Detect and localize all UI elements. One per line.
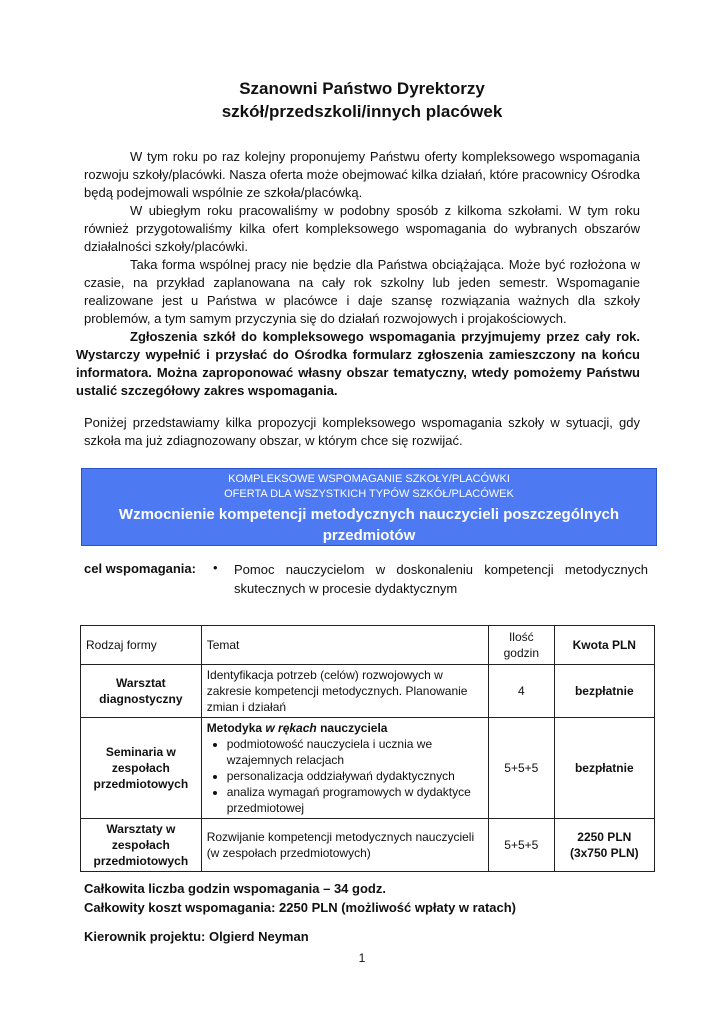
row1-form: Warsztat diagnostyczny [81, 665, 202, 718]
header-price: Kwota PLN [554, 626, 654, 665]
list-item: • analiza wymagań programowych w dydaktyce przedmiotowej [227, 784, 483, 816]
row2-form: Seminaria w zespołach przedmiotowych [81, 718, 202, 819]
page-title-line1: Szanowni Państwo Dyrektorzy [239, 79, 485, 98]
header-topic: Temat [201, 626, 488, 665]
intro-paragraph-5: Poniżej przedstawiamy kilka propozycji kompleksowego wspomagania szkoły w sytuacji, gdy szkoła ma już zdiagnozowany obszar, w którym chce się rozwijać. [84, 415, 640, 448]
row3-price: 2250 PLN (3x750 PLN) [554, 819, 654, 872]
intro-paragraph-3: Taka forma wspólnej pracy nie będzie dla Państwa obciążająca. Może być rozłożona w czasie, na przykład zaplanowana na cały rok szkolny lub jeden semestr. Wspomaganie realizowane jest u Państwa w placówce i daje szansę rozwiązania ważnych dla szkoły problemów, a tym samym przyczynia się do działań rozwojowych i projakościowych. [84, 257, 640, 326]
row2-hours: 5+5+5 [489, 718, 555, 819]
table-header-row [81, 626, 655, 665]
goal-text: Pomoc nauczycielom w doskonaleniu kompetencji metodycznych skutecznych w procesie dydaktycznym [234, 562, 648, 596]
header-form: Rodzaj formy [81, 626, 202, 665]
row1-price: bezpłatnie [554, 665, 654, 718]
intro-paragraph-4: Zgłoszenia szkół do kompleksowego wspomagania przyjmujemy przez cały rok. Wystarczy wypełnić i przysłać do Ośrodka formularz zgłoszenia zamieszczony na końcu informatora. Można zaproponować własny obszar tematyczny, wtedy pomożemy Państwu ustalić szczegółowy zakres wspomagania. [76, 329, 640, 398]
offer-banner [81, 468, 657, 546]
banner-line2: OFERTA DLA WSZYSTKICH TYPÓW SZKÓŁ/PLACÓWEK [224, 488, 514, 500]
list-item: • personalizacja oddziaływań dydaktycznych [227, 768, 483, 784]
page-title-line2: szkół/przedszkoli/innych placówek [221, 102, 503, 121]
forms-table [80, 625, 655, 872]
goal-label: cel wspomagania: [84, 561, 196, 576]
row2-topic-list [207, 736, 483, 816]
row3-hours: 5+5+5 [489, 819, 555, 872]
intro-paragraph-1: W tym roku po raz kolejny proponujemy Państwu oferty kompleksowego wspomagania rozwoju szkoły/placówki. Nasza oferta może obejmować kilka działań, które pracownicy Ośrodka będą podejmowali wspólnie ze szkoła/placówką. [84, 149, 640, 200]
project-manager: Kierownik projektu: Olgierd Neyman [84, 929, 309, 944]
row2-topic [201, 718, 488, 819]
page-number: 1 [358, 951, 366, 965]
row1-topic: Identyfikacja potrzeb (celów) rozwojowych w zakresie kompetencji metodycznych. Planowanie zmian i działań [201, 665, 488, 718]
intro-paragraph-2: W ubiegłym roku pracowaliśmy w podobny sposób z kilkoma szkołami. W tym roku również przygotowaliśmy kilka ofert kompleksowego wspomagania do wybranych obszarów działalności szkoły/placówki. [84, 203, 640, 254]
goal-bullet: • [213, 560, 218, 575]
row2-price: bezpłatnie [554, 718, 654, 819]
table-row [81, 665, 655, 718]
row3-topic: Rozwijanie kompetencji metodycznych nauczycieli (w zespołach przedmiotowych) [201, 819, 488, 872]
row2-topic-title: Metodyka w rękach nauczyciela [206, 721, 388, 735]
header-hours: Ilość godzin [489, 626, 555, 665]
summary-cost: Całkowity koszt wspomagania: 2250 PLN (możliwość wpłaty w ratach) [84, 900, 517, 915]
banner-heading: Wzmocnienie kompetencji metodycznych nauczycieli poszczególnych przedmiotów [118, 506, 620, 544]
table-row [81, 819, 655, 872]
row1-hours: 4 [489, 665, 555, 718]
list-item: • podmiotowość nauczyciela i ucznia we wzajemnych relacjach [227, 736, 483, 768]
row3-form: Warsztaty w zespołach przedmiotowych [81, 819, 202, 872]
summary-hours: Całkowita liczba godzin wspomagania – 34 godz. [84, 881, 386, 896]
table-row [81, 718, 655, 819]
banner-line1: KOMPLEKSOWE WSPOMAGANIE SZKOŁY/PLACÓWKI [228, 473, 510, 485]
